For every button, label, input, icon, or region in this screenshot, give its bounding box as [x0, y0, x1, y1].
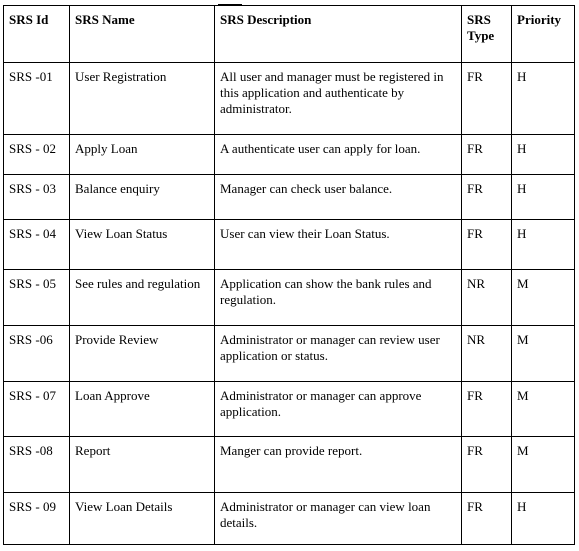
cell-srs-type: FR	[462, 175, 512, 220]
cell-srs-id: SRS -08	[4, 437, 70, 493]
cell-priority: H	[512, 175, 575, 220]
table-row	[4, 175, 575, 220]
cell-srs-type: FR	[462, 135, 512, 175]
cell-srs-id: SRS - 03	[4, 175, 70, 220]
cell-srs-description: Application can show the bank rules and regulation.	[215, 270, 462, 326]
cell-srs-type: FR	[462, 493, 512, 545]
cell-priority: H	[512, 220, 575, 270]
cell-srs-id: SRS -01	[4, 63, 70, 135]
cell-srs-type: FR	[462, 63, 512, 135]
header-srs-type: SRS Type	[462, 6, 512, 63]
cell-srs-description: Manger can provide report.	[215, 437, 462, 493]
cell-srs-name: View Loan Details	[70, 493, 215, 545]
cell-srs-name: Loan Approve	[70, 382, 215, 437]
cell-srs-type: FR	[462, 437, 512, 493]
cell-srs-description: User can view their Loan Status.	[215, 220, 462, 270]
table-row	[4, 220, 575, 270]
cell-priority: M	[512, 437, 575, 493]
cell-srs-description: Administrator or manager can approve application.	[215, 382, 462, 437]
cell-srs-id: SRS - 09	[4, 493, 70, 545]
cell-srs-type: NR	[462, 326, 512, 382]
table-row	[4, 493, 575, 545]
table-row	[4, 382, 575, 437]
cell-srs-name: Balance enquiry	[70, 175, 215, 220]
cell-srs-name: Report	[70, 437, 215, 493]
cell-srs-description: All user and manager must be registered in this application and authenticate by administrator.	[215, 63, 462, 135]
cell-priority: M	[512, 326, 575, 382]
cell-srs-type: NR	[462, 270, 512, 326]
cell-srs-description: Administrator or manager can review user application or status.	[215, 326, 462, 382]
cell-srs-id: SRS - 02	[4, 135, 70, 175]
cell-srs-id: SRS -06	[4, 326, 70, 382]
srs-table	[3, 5, 575, 545]
cell-srs-name: Provide Review	[70, 326, 215, 382]
cell-priority: M	[512, 382, 575, 437]
cell-srs-type: FR	[462, 220, 512, 270]
cell-srs-description: Manager can check user balance.	[215, 175, 462, 220]
cell-priority: H	[512, 135, 575, 175]
table-row	[4, 135, 575, 175]
cell-priority: H	[512, 493, 575, 545]
header-srs-description: SRS Description	[215, 6, 462, 63]
header-srs-id: SRS Id	[4, 6, 70, 63]
cell-srs-name: User Registration	[70, 63, 215, 135]
cell-srs-name: See rules and regulation	[70, 270, 215, 326]
header-srs-name: SRS Name	[70, 6, 215, 63]
cell-priority: M	[512, 270, 575, 326]
cell-srs-type: FR	[462, 382, 512, 437]
cell-srs-name: View Loan Status	[70, 220, 215, 270]
table-header-row	[4, 6, 575, 63]
cell-priority: H	[512, 63, 575, 135]
cell-srs-name: Apply Loan	[70, 135, 215, 175]
cell-srs-id: SRS - 05	[4, 270, 70, 326]
table-row	[4, 326, 575, 382]
table-row	[4, 270, 575, 326]
header-priority: Priority	[512, 6, 575, 63]
cell-srs-description: Administrator or manager can view loan details.	[215, 493, 462, 545]
cell-srs-id: SRS - 07	[4, 382, 70, 437]
table-row	[4, 437, 575, 493]
cell-srs-description: A authenticate user can apply for loan.	[215, 135, 462, 175]
cell-srs-id: SRS - 04	[4, 220, 70, 270]
table-row	[4, 63, 575, 135]
